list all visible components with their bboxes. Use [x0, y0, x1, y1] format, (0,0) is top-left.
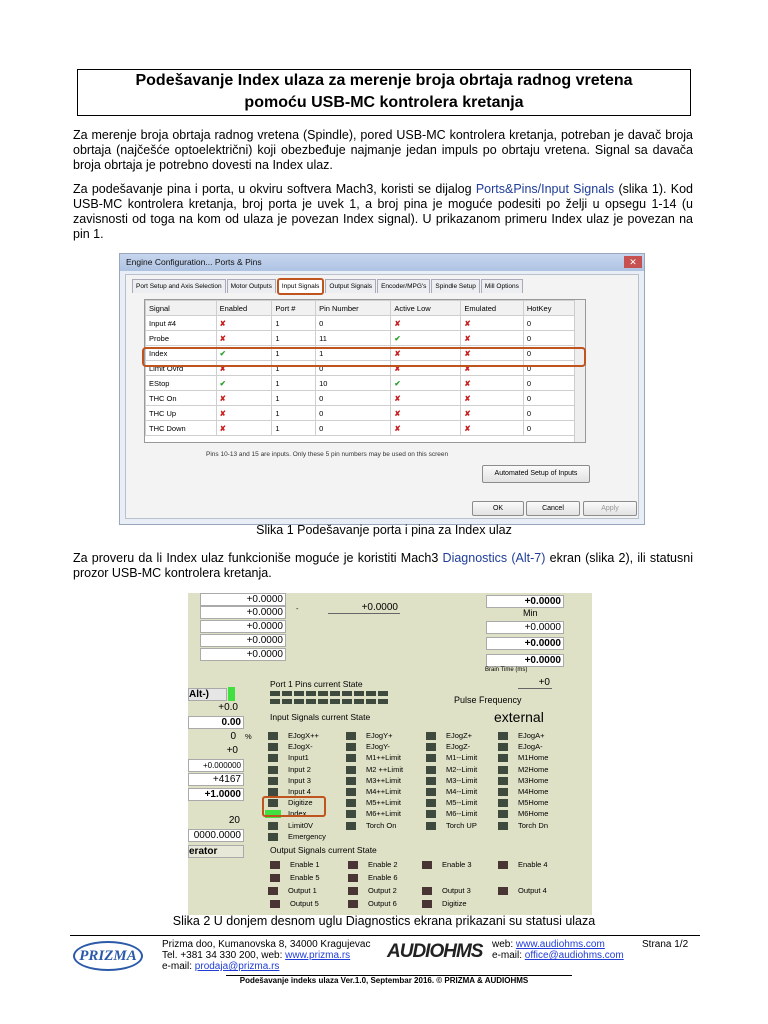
- table-row[interactable]: [146, 376, 575, 391]
- side-value: 0: [230, 731, 236, 742]
- input-led: [346, 766, 356, 774]
- output-led: [348, 900, 358, 908]
- input-signal-label: M1--Limit: [446, 753, 478, 763]
- output-signal-label: Output 5: [290, 899, 319, 908]
- output-led: [348, 874, 358, 882]
- table-cell-port: 1: [272, 421, 316, 436]
- input-signal-label: Input 2: [288, 764, 311, 774]
- table-cell-active-low: ✘: [391, 391, 461, 406]
- input-signal-label: M6++Limit: [366, 809, 402, 819]
- output-signal-label: Enable 1: [290, 860, 320, 869]
- pin-led: [354, 691, 364, 696]
- footer-rule: [70, 935, 700, 936]
- prizma-web-link[interactable]: www.prizma.rs: [285, 950, 351, 961]
- pin-led: [270, 699, 280, 704]
- apply-button[interactable]: Apply: [583, 501, 637, 516]
- dro-field: +0.0000: [200, 620, 286, 633]
- title-line-1: Podešavanje Index ulaza za merenje broja obrtaja radnog vretena: [135, 72, 633, 89]
- input-signal-label: EJogA-: [518, 742, 543, 752]
- figure-2-caption: Slika 2 U donjem desnom uglu Diagnostics ekrana prikazani su statusi ulaza: [172, 914, 596, 928]
- table-cell-enabled: ✔: [216, 376, 272, 391]
- output-signal-label: Enable 4: [518, 860, 548, 869]
- output-signal-label: Enable 3: [442, 860, 472, 869]
- input-signal-label: M4Home: [518, 787, 549, 796]
- input-signal-label: M3Home: [518, 775, 549, 785]
- output-led: [348, 887, 358, 895]
- web-label: web:: [492, 939, 516, 950]
- mid-value: +0.0000: [328, 602, 400, 614]
- pin-led: [330, 691, 340, 696]
- side-value: +1.0000: [188, 788, 244, 801]
- table-cell-active-low: ✔: [391, 376, 461, 391]
- output-signal-label: Enable 5: [290, 873, 320, 882]
- column-header: Enabled: [216, 301, 272, 316]
- pin-led: [330, 699, 340, 704]
- input-signal-label: M3--Limit: [446, 775, 478, 785]
- input-led: [346, 732, 356, 740]
- table-cell-active-low: ✔: [391, 331, 461, 346]
- pin-led: [378, 691, 388, 696]
- input-signal-label: M5Home: [518, 798, 549, 808]
- input-signal-label: M2 ++Limit: [366, 764, 404, 774]
- output-led: [270, 861, 280, 869]
- input-signal-label: Torch On: [366, 820, 397, 830]
- output-signal-label: Output 3: [442, 886, 471, 895]
- input-led: [498, 810, 508, 818]
- input-led: [498, 788, 508, 796]
- tel-line: [162, 950, 370, 961]
- table-cell-emulated: ✘: [461, 376, 524, 391]
- table-cell-pin: 10: [316, 376, 391, 391]
- table-row[interactable]: [146, 391, 575, 406]
- table-cell-enabled: ✘: [216, 331, 272, 346]
- table-cell-emulated: ✘: [461, 331, 524, 346]
- input-signal-label: Limit0V: [288, 820, 314, 830]
- dro-field: +0.0000: [200, 634, 286, 647]
- input-signal-label: M2--Limit: [446, 764, 478, 774]
- input-led: [268, 754, 278, 762]
- pin-led: [282, 691, 292, 696]
- paragraph-2: [73, 182, 693, 242]
- input-led: [346, 743, 356, 751]
- status-led: [228, 687, 235, 701]
- table-cell-emulated: ✘: [461, 391, 524, 406]
- table-cell-emulated: ✘: [461, 316, 524, 331]
- dro-field: +0.0000: [200, 593, 286, 606]
- input-led: [426, 743, 436, 751]
- input-signal-label: M2Home: [518, 764, 549, 774]
- company-address: Prizma doo, Kumanovska 8, 34000 Kragujevac: [162, 939, 371, 950]
- paragraph-3: [73, 551, 693, 581]
- table-cell-pin: 0: [316, 316, 391, 331]
- output-signal-label: Output 2: [368, 886, 397, 895]
- input-signal-label: M6Home: [518, 809, 549, 819]
- input-signal-label: M4--Limit: [446, 787, 478, 796]
- table-cell-hotkey: 0: [523, 331, 574, 346]
- pin-led: [366, 691, 376, 696]
- right-value: +0.0000: [486, 621, 564, 634]
- input-signal-label: Input1: [288, 753, 309, 763]
- tab-spindle-setup[interactable]: Spindle Setup: [431, 279, 479, 293]
- audiohms-email-link[interactable]: office@audiohms.com: [524, 950, 624, 961]
- table-cell-port: 1: [272, 361, 316, 376]
- input-led: [498, 754, 508, 762]
- input-led: [426, 788, 436, 796]
- dialog-title: Engine Configuration... Ports & Pins: [126, 257, 262, 267]
- table-cell-port: 1: [272, 316, 316, 331]
- index-row-highlight: [142, 347, 586, 367]
- right-value: +0.0000: [486, 637, 564, 650]
- pin-led: [318, 691, 328, 696]
- output-signal-label: Enable 2: [368, 860, 398, 869]
- dialog-titlebar: [120, 254, 644, 271]
- output-led: [348, 861, 358, 869]
- cancel-button[interactable]: Cancel: [526, 501, 580, 516]
- audiohms-web-link[interactable]: www.audiohms.com: [515, 939, 605, 950]
- pin-led: [306, 699, 316, 704]
- input-led: [268, 822, 278, 830]
- audiohms-contact: [492, 939, 624, 961]
- input-led: [426, 822, 436, 830]
- input-signal-label: M5--Limit: [446, 798, 478, 808]
- output-signal-label: Output 4: [518, 886, 547, 895]
- table-cell-port: 1: [272, 391, 316, 406]
- pulse-frequency-label: Pulse Frequency: [454, 695, 522, 705]
- output-signal-label: Digitize: [442, 899, 467, 908]
- input-signal-label: Input 4: [288, 787, 311, 796]
- table-cell-hotkey: 0: [523, 346, 574, 361]
- pin-led: [306, 691, 316, 696]
- input-signal-label: Digitize: [288, 798, 313, 808]
- table-cell-port: 1: [272, 376, 316, 391]
- table-row[interactable]: [146, 421, 575, 436]
- input-led: [426, 777, 436, 785]
- diagnostics-screen: [188, 593, 592, 915]
- input-led: [346, 754, 356, 762]
- side-value: +4167: [188, 773, 244, 786]
- table-row[interactable]: [146, 406, 575, 421]
- ports-pins-link: Ports&Pins/Input Signals: [475, 182, 615, 196]
- pin-led: [318, 699, 328, 704]
- column-header: Port #: [272, 301, 316, 316]
- table-cell-signal: Probe: [146, 331, 217, 346]
- pin-led: [378, 699, 388, 704]
- diagnostics-link: Diagnostics (Alt-7): [442, 551, 546, 565]
- pin-led: [354, 699, 364, 704]
- input-led: [268, 833, 278, 841]
- input-led: [498, 766, 508, 774]
- input-signals-table: [145, 300, 575, 436]
- input-signal-label: EJogY-: [366, 742, 390, 752]
- dialog-body: [125, 274, 639, 519]
- table-cell-enabled: ✘: [216, 361, 272, 376]
- table-cell-pin: 1: [316, 346, 391, 361]
- tab-encoder-mpg[interactable]: Encoder/MPG's: [377, 279, 430, 293]
- input-signals-title: Input Signals current State: [270, 712, 371, 722]
- table-cell-signal: Index: [146, 346, 217, 361]
- right-value: +0.0000: [486, 654, 564, 667]
- table-cell-emulated: ✘: [461, 406, 524, 421]
- prizma-logo: PRIZMA: [73, 941, 143, 971]
- index-led-highlight: [262, 796, 326, 817]
- paragraph-3-rest: ekran (slika 2), ili statusni prozor USB-MC kontrolera kretanja.: [73, 551, 693, 580]
- tab-input-signals[interactable]: Input Signals: [277, 278, 325, 295]
- input-signal-label: EJogA+: [518, 731, 545, 740]
- side-value: 0000.0000: [188, 829, 244, 842]
- table-cell-pin: 0: [316, 406, 391, 421]
- tab-bar: [132, 278, 524, 292]
- table-cell-hotkey: 0: [523, 406, 574, 421]
- input-signal-label: M3++Limit: [366, 775, 402, 785]
- input-led: [498, 743, 508, 751]
- input-led: [498, 777, 508, 785]
- tab-output-signals[interactable]: Output Signals: [325, 279, 376, 293]
- table-cell-emulated: ✘: [461, 361, 524, 376]
- title-line-2: pomoću USB-MC kontrolera kretanja: [244, 94, 524, 111]
- audiohms-email: [492, 950, 624, 961]
- close-icon[interactable]: ✕: [624, 256, 642, 268]
- column-header: HotKey: [523, 301, 574, 316]
- prizma-contact: [162, 939, 370, 972]
- input-signal-label: EJogX++: [288, 731, 319, 740]
- tab-port-setup[interactable]: Port Setup and Axis Selection: [132, 279, 226, 293]
- column-header: Signal: [146, 301, 217, 316]
- input-signal-label: Torch UP: [446, 820, 477, 830]
- min-label: Min: [523, 608, 538, 618]
- paragraph-1: Za merenje broja obrtaja radnog vretena (Spindle), pored USB-MC kontrolera kretanja, potreban je davač broja obrtaja (najčešće optoelektrični) koji obezbeđuje najmanje jedan impuls po obrtaju vretena. Signal sa davača broja obrtaja je potrebno dovesti na Index ulaz.: [73, 128, 693, 172]
- input-signal-label: Input 3: [288, 775, 311, 785]
- engine-config-dialog: [119, 253, 645, 525]
- pin-led: [342, 691, 352, 696]
- input-led: [426, 766, 436, 774]
- output-led: [422, 861, 432, 869]
- table-row[interactable]: [146, 331, 575, 346]
- table-cell-port: 1: [272, 331, 316, 346]
- signals-table-box: [144, 299, 586, 443]
- paragraph-2-rest: (slika 1). Kod USB-MC kontrolera kretanja, broj porta je uvek 1, a broj pina je moguće podesiti po želji u opsegu 1-14 (u zavisnosti od toga na kom od ulaza je povezan Index signal). U prikazanom primeru Index ulaz je povezan na pin 1.: [73, 182, 693, 241]
- table-cell-active-low: ✘: [391, 421, 461, 436]
- table-cell-signal: Input #4: [146, 316, 217, 331]
- input-led: [268, 788, 278, 796]
- pin-led: [342, 699, 352, 704]
- tab-mill-options[interactable]: Mill Options: [481, 279, 523, 293]
- automated-setup-button[interactable]: Automated Setup of Inputs: [482, 465, 590, 483]
- input-signal-label: M1Home: [518, 753, 549, 763]
- email-label: e-mail:: [492, 950, 525, 961]
- input-signal-label: M5++Limit: [366, 798, 402, 808]
- input-led: [268, 766, 278, 774]
- table-cell-emulated: ✘: [461, 421, 524, 436]
- output-led: [270, 874, 280, 882]
- prizma-email-link[interactable]: prodaja@prizma.rs: [194, 961, 280, 972]
- input-led: [346, 822, 356, 830]
- input-led: [498, 822, 508, 830]
- output-led: [422, 900, 432, 908]
- input-signal-label: EJogX-: [288, 742, 313, 752]
- input-led: [426, 754, 436, 762]
- side-value: 0.00: [188, 716, 244, 729]
- output-led: [498, 861, 508, 869]
- table-cell-port: 1: [272, 346, 316, 361]
- pin-led: [294, 691, 304, 696]
- output-signal-label: Output 1: [288, 886, 317, 895]
- input-led: [426, 799, 436, 807]
- output-led: [422, 887, 432, 895]
- output-signal-label: Output 6: [368, 899, 397, 908]
- table-cell-active-low: ✘: [391, 346, 461, 361]
- table-cell-pin: 0: [316, 421, 391, 436]
- table-body: [146, 316, 575, 436]
- input-signal-label: M1++Limit: [366, 753, 402, 763]
- table-cell-enabled: ✔: [216, 346, 272, 361]
- email-line: [162, 961, 370, 972]
- table-cell-active-low: ✘: [391, 361, 461, 376]
- input-led: [268, 777, 278, 785]
- pin-led: [282, 699, 292, 704]
- table-cell-signal: THC Up: [146, 406, 217, 421]
- input-led: [426, 810, 436, 818]
- table-cell-enabled: ✘: [216, 421, 272, 436]
- audiohms-web: [492, 939, 624, 950]
- table-cell-signal: EStop: [146, 376, 217, 391]
- input-led: [498, 732, 508, 740]
- side-value: +0.0: [218, 702, 238, 713]
- brain-time-label: Brain Time (ms): [485, 667, 528, 673]
- input-led: [346, 799, 356, 807]
- external-label: external: [494, 709, 544, 725]
- table-cell-pin: 0: [316, 391, 391, 406]
- input-led: [346, 788, 356, 796]
- table-cell-pin: 11: [316, 331, 391, 346]
- input-led: [498, 799, 508, 807]
- input-led: [346, 810, 356, 818]
- dro-field: +0.0000: [200, 606, 286, 619]
- audiohms-logo: AUDIOHMS: [387, 941, 483, 962]
- input-led: [426, 732, 436, 740]
- pin-led: [270, 691, 280, 696]
- output-led: [270, 900, 280, 908]
- output-signal-label: Enable 6: [368, 873, 398, 882]
- pins-note: Pins 10-13 and 15 are inputs. Only these 5 pin numbers may be used on this screen: [206, 451, 449, 458]
- table-cell-enabled: ✘: [216, 316, 272, 331]
- table-cell-hotkey: 0: [523, 361, 574, 376]
- table-cell-port: 1: [272, 406, 316, 421]
- table-cell-hotkey: 0: [523, 316, 574, 331]
- dro-field: +0.0000: [200, 648, 286, 661]
- alt-button[interactable]: Alt-): [188, 688, 227, 701]
- input-signal-label: Torch Dn: [518, 820, 549, 830]
- pin-led: [366, 699, 376, 704]
- table-cell-signal: THC On: [146, 391, 217, 406]
- input-led: [268, 743, 278, 751]
- table-header: [146, 301, 575, 316]
- side-value: 20: [228, 815, 240, 826]
- table-cell-enabled: ✘: [216, 391, 272, 406]
- percent-label: %: [245, 732, 252, 741]
- input-signal-label: Emergency: [288, 831, 326, 841]
- page-number: Strana 1/2: [642, 939, 689, 950]
- table-cell-emulated: ✘: [461, 346, 524, 361]
- document-title: [77, 69, 691, 116]
- table-cell-pin: 0: [316, 361, 391, 376]
- paragraph-2-text: Za podešavanje pina i porta, u okviru softvera Mach3, koristi se dijalog: [73, 182, 476, 196]
- bottom-line: Podešavanje indeks ulaza Ver.1.0, Septembar 2016. © PRIZMA & AUDIOHMS: [239, 976, 529, 985]
- table-cell-hotkey: 0: [523, 391, 574, 406]
- input-signal-label: EJogZ-: [446, 742, 471, 752]
- pin-led: [294, 699, 304, 704]
- brain-time-value: +0: [518, 677, 552, 689]
- operator-button[interactable]: erator: [188, 845, 244, 858]
- table-cell-hotkey: 0: [523, 421, 574, 436]
- tel-text: Tel. +381 34 330 200, web:: [162, 950, 286, 961]
- input-signal-label: EJogY+: [366, 731, 393, 740]
- table-cell-hotkey: 0: [523, 376, 574, 391]
- input-signal-label: EJogZ+: [446, 731, 473, 740]
- input-signal-label: M6--Limit: [446, 809, 478, 819]
- paragraph-3-text: Za proveru da li Index ulaz funkcioniše moguće je koristiti Mach3: [73, 551, 443, 565]
- input-led: [346, 777, 356, 785]
- table-cell-active-low: ✘: [391, 406, 461, 421]
- figure-1-caption: Slika 1 Podešavanje porta i pina za Index ulaz: [256, 523, 512, 537]
- output-led: [498, 887, 508, 895]
- input-signal-label: Index: [288, 809, 307, 819]
- table-cell-signal: Limit Ovrd: [146, 361, 217, 376]
- email-label: e-mail:: [162, 961, 195, 972]
- output-signals-title: Output Signals current State: [270, 845, 377, 855]
- right-value: +0.0000: [486, 595, 564, 608]
- port-pins-title: Port 1 Pins current State: [270, 679, 363, 689]
- table-cell-enabled: ✘: [216, 406, 272, 421]
- column-header: Active Low: [391, 301, 461, 316]
- column-header: Pin Number: [316, 301, 391, 316]
- tab-motor-outputs[interactable]: Motor Outputs: [227, 279, 276, 293]
- table-row[interactable]: [146, 316, 575, 331]
- output-led: [268, 887, 278, 895]
- ok-button[interactable]: OK: [472, 501, 524, 516]
- input-signal-label: M4++Limit: [366, 787, 402, 796]
- table-cell-signal: THC Down: [146, 421, 217, 436]
- column-header: Emulated: [461, 301, 524, 316]
- dash-label: -: [296, 604, 299, 613]
- side-value: +0.000000: [188, 759, 244, 772]
- table-cell-active-low: ✘: [391, 316, 461, 331]
- input-led: [268, 732, 278, 740]
- table-scrollbar[interactable]: [574, 300, 585, 442]
- side-value: +0: [226, 745, 238, 756]
